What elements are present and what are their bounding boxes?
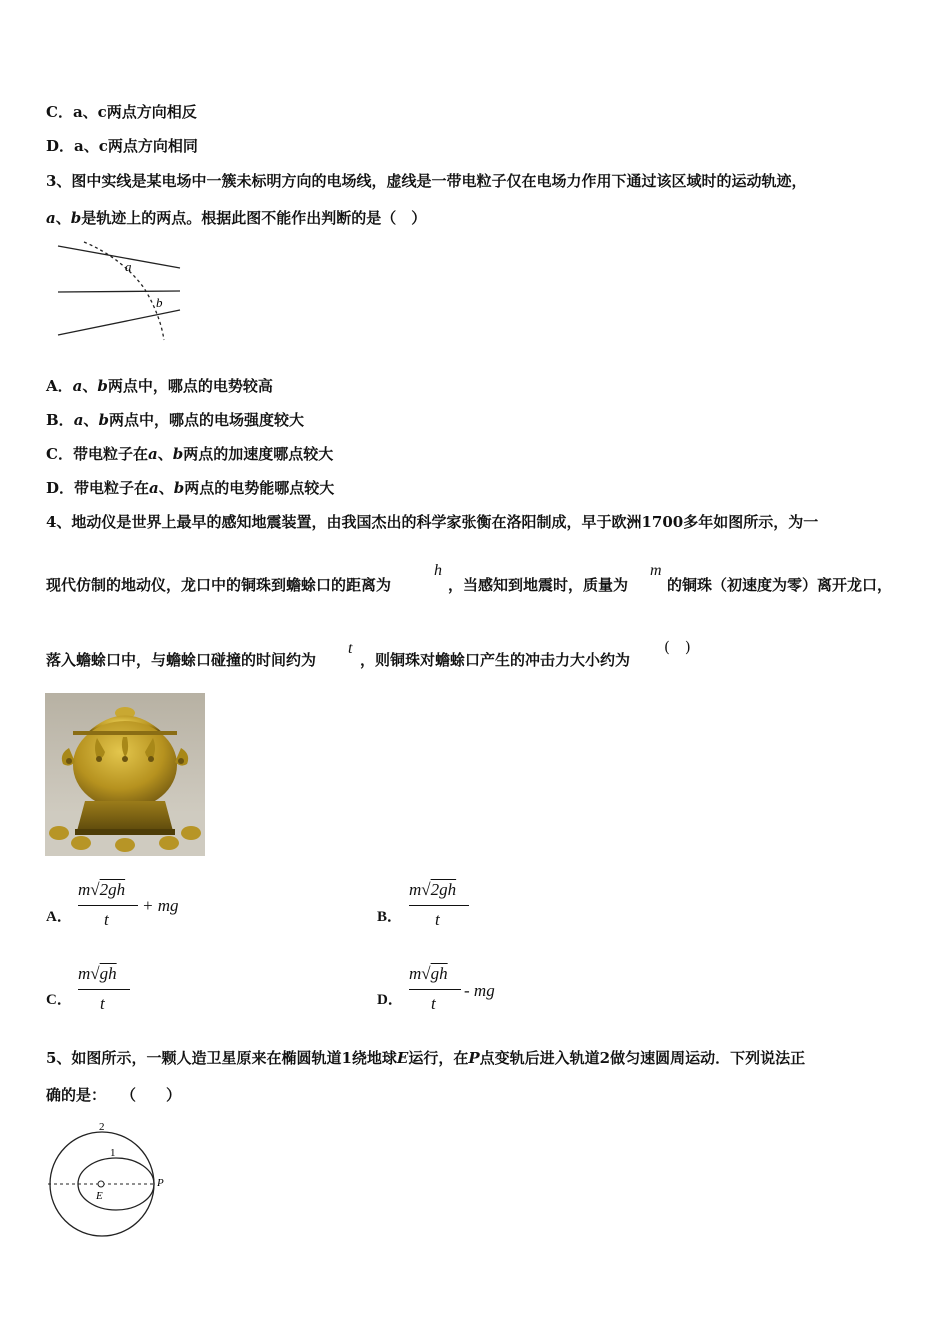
q4-option-b-label: B． (377, 909, 403, 925)
field-line-3 (58, 310, 180, 335)
formula-numerator (409, 880, 456, 900)
q4-answer-paren: ( ) (664, 638, 691, 656)
option-prefix: D．带电粒子在 (46, 479, 150, 497)
option-prefix: A． (46, 377, 73, 395)
stem-text: 点变轨后进入轨道2做匀速圆周运动．下列说法正 (479, 1049, 806, 1067)
point-p-label: P (157, 1177, 164, 1189)
q4-option-d-label: D． (377, 992, 403, 1008)
q5-stem-line2: 确的是： （ ） (46, 1086, 182, 1104)
sqrt-sign: √ (90, 964, 100, 983)
point-a-label: a (125, 259, 132, 274)
orbit-2-label: 2 (99, 1121, 105, 1133)
option-text: 两点中，哪点的电势较高 (107, 377, 273, 395)
earth-label: E (96, 1190, 103, 1202)
radicand: 2gh (99, 880, 126, 899)
q4-option-a-tail: + mg (142, 896, 179, 915)
q4-option-c-label: C． (46, 992, 72, 1008)
var-b: b (97, 377, 108, 395)
field-line-2 (58, 291, 180, 292)
var-a: a (149, 479, 159, 497)
sep: 、 (158, 479, 174, 497)
var-b: b (98, 411, 109, 429)
var-a: a (73, 411, 84, 429)
q4-option-d-tail: - mg (464, 981, 495, 1000)
sep: 、 (82, 377, 98, 395)
var-m: m (409, 880, 422, 899)
option-text: 两点的加速度哪点较大 (183, 445, 334, 463)
orbit-1-label: 1 (110, 1147, 116, 1159)
q2-option-c: C．a、c两点方向相反 (46, 103, 197, 121)
radicand: gh (99, 964, 117, 983)
radicand: 2gh (430, 880, 457, 899)
seismograph-photo (45, 693, 205, 856)
q4-stem-line1: 4、地动仪是世界上最早的感知地震装置，由我国杰出的科学家张衡在洛阳制成，早于欧洲1700多年如图所示，为一 (46, 513, 819, 531)
sep: 、 (55, 209, 71, 227)
fraction-bar (409, 989, 461, 990)
formula-numerator (78, 964, 117, 984)
sep: 、 (157, 445, 173, 463)
sqrt-sign: √ (421, 964, 431, 983)
denominator: t (435, 910, 440, 929)
q2-option-d: D．a、c两点方向相同 (46, 137, 198, 155)
sqrt-sign: √ (90, 880, 100, 899)
q3-stem-line2 (46, 208, 426, 228)
q4-stem-line2-part2: ，当感知到地震时，质量为 (448, 576, 629, 594)
stem-text: 运行，在 (408, 1049, 469, 1067)
formula-numerator (409, 964, 448, 984)
var-t: t (348, 640, 353, 657)
q3-option-a (46, 376, 273, 396)
q4-stem-line2-part3: 的铜珠（初速度为零）离开龙口， (667, 576, 893, 594)
var-m: m (78, 880, 91, 899)
option-prefix: C．带电粒子在 (46, 445, 148, 463)
sqrt-sign: √ (421, 880, 431, 899)
var-m: m (650, 562, 662, 579)
var-E: E (396, 1049, 409, 1067)
electric-field-figure (52, 236, 187, 341)
q3-option-b (46, 410, 304, 430)
q3-option-d (46, 478, 334, 498)
earth-point (98, 1181, 104, 1187)
var-b: b (173, 479, 185, 497)
q5-stem-line1 (46, 1048, 805, 1068)
var-a: a (72, 377, 83, 395)
fraction-bar (78, 905, 138, 906)
denominator: t (431, 994, 436, 1013)
stem-text: 5、如图所示，一颗人造卫星原来在椭圆轨道1绕地球 (46, 1049, 397, 1067)
denominator: t (100, 994, 105, 1013)
var-m: m (409, 964, 422, 983)
var-h: h (434, 562, 442, 579)
denominator: t (104, 910, 109, 929)
formula-numerator (78, 880, 125, 900)
sep: 、 (83, 411, 99, 429)
q4-stem-line3-part1: 落入蟾蜍口中，与蟾蜍口碰撞的时间约为 (46, 651, 317, 669)
var-m: m (78, 964, 91, 983)
q4-option-a-label: A． (46, 909, 72, 925)
var-P: P (468, 1049, 480, 1067)
option-text: 两点中，哪点的电场强度较大 (108, 411, 304, 429)
var-b: b (70, 209, 82, 227)
radicand: gh (430, 964, 448, 983)
var-b: b (172, 445, 184, 463)
stem-rest: 是轨迹上的两点。根据此图不能作出判断的是（ ） (81, 209, 427, 227)
option-prefix: B． (46, 411, 74, 429)
orbit-diagram (44, 1115, 174, 1240)
fraction-bar (409, 905, 469, 906)
q3-option-c (46, 444, 333, 464)
var-a: a (147, 445, 158, 463)
option-text: 两点的电势能哪点较大 (184, 479, 335, 497)
fraction-bar (78, 989, 130, 990)
q3-stem-line1: 3、图中实线是某电场中一簇未标明方向的电场线，虚线是一带电粒子仅在电场力作用下通过该区域时的运动轨迹， (46, 172, 807, 190)
q4-stem-line2-part1: 现代仿制的地动仪，龙口中的铜珠到蟾蜍口的距离为 (46, 576, 392, 594)
field-line-1 (58, 246, 180, 268)
var-a: a (46, 209, 56, 227)
q4-stem-line3-part2: ，则铜珠对蟾蜍口产生的冲击力大小约为 (360, 651, 631, 669)
point-b-label: b (156, 295, 163, 310)
